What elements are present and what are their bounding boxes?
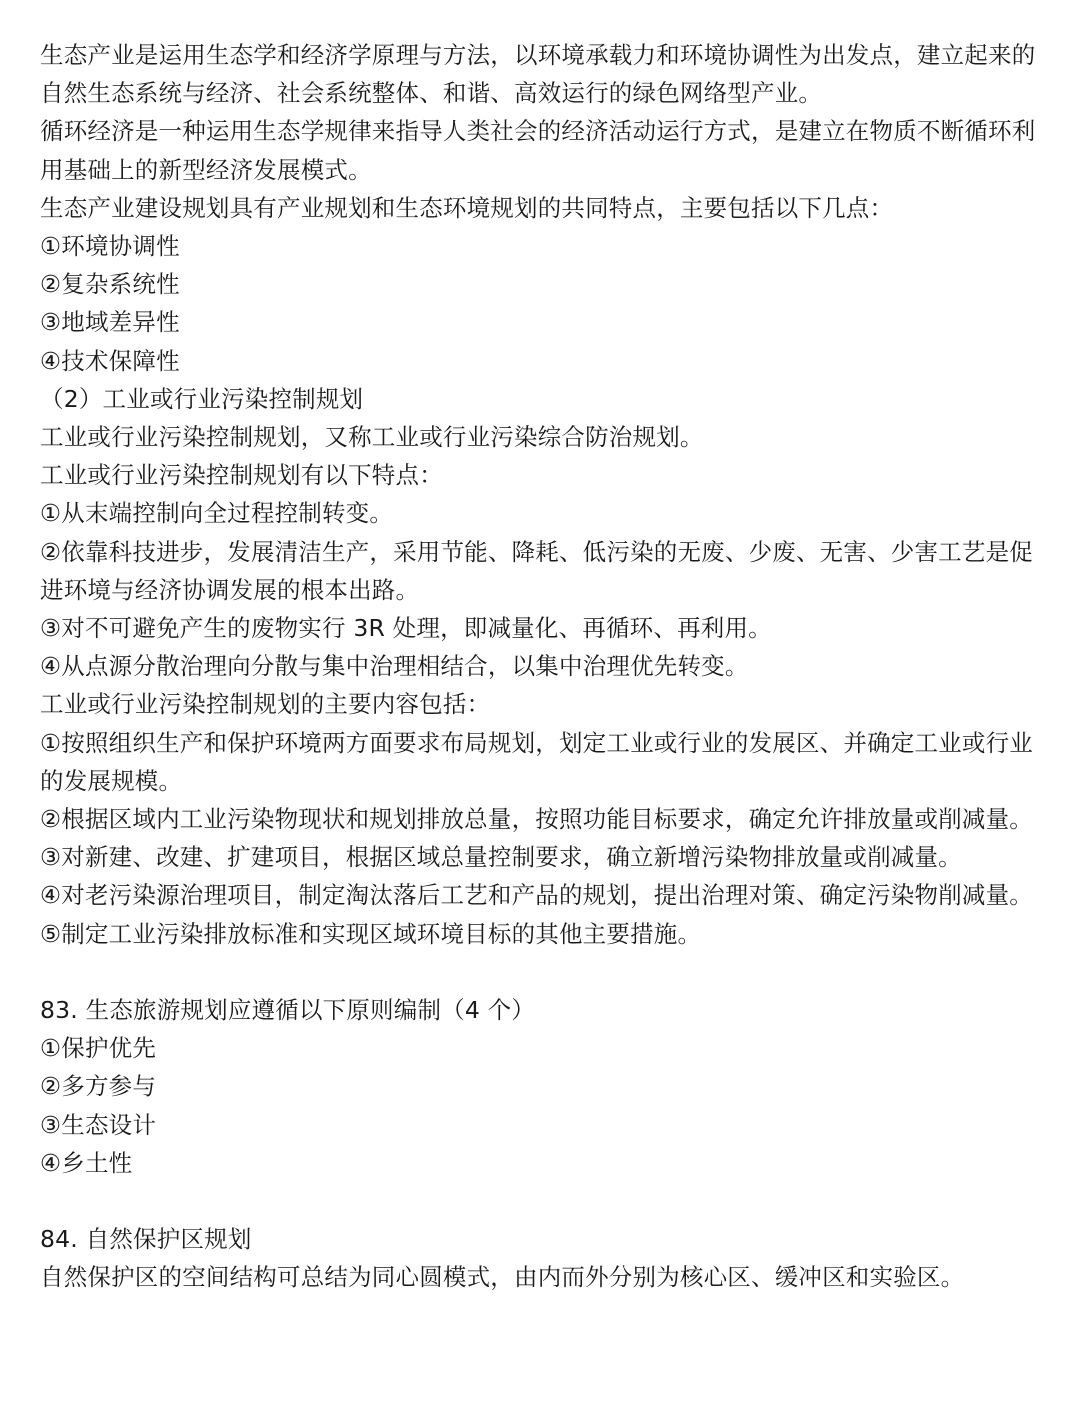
list-item: ③对不可避免产生的废物实行 3R 处理，即减量化、再循环、再利用。 bbox=[40, 614, 772, 643]
section-heading-nature-reserve: 84. 自然保护区规划 bbox=[40, 1225, 252, 1254]
paragraph-industrial-pollution-contents-intro: 工业或行业污染控制规划的主要内容包括： bbox=[40, 690, 491, 719]
paragraph-eco-industry-features-intro: 生态产业建设规划具有产业规划和生态环境规划的共同特点，主要包括以下几点： bbox=[40, 193, 894, 222]
list-item: ③对新建、改建、扩建项目，根据区域总量控制要求，确立新增污染物排放量或削减量。 bbox=[40, 843, 962, 872]
list-item: ①从末端控制向全过程控制转变。 bbox=[40, 499, 394, 528]
list-item: ④技术保障性 bbox=[40, 346, 180, 375]
list-item: ①环境协调性 bbox=[40, 232, 180, 261]
list-item: ④乡土性 bbox=[40, 1148, 133, 1177]
section-heading-ecotourism: 83. 生态旅游规划应遵循以下原则编制（4 个） bbox=[40, 996, 536, 1025]
list-item: ②多方参与 bbox=[40, 1072, 157, 1101]
list-item: ②依靠科技进步，发展清洁生产，采用节能、降耗、低污染的无废、少废、无害、少害工艺是促进环境与经济协调发展的根本出路。 bbox=[40, 537, 1033, 604]
paragraph-circular-economy-definition: 循环经济是一种运用生态学规律来指导人类社会的经济活动运行方式，是建立在物质不断循环利用基础上的新型经济发展模式。 bbox=[40, 117, 1036, 184]
list-item: ②复杂系统性 bbox=[40, 270, 180, 299]
paragraph-industrial-pollution-features-intro: 工业或行业污染控制规划有以下特点： bbox=[40, 461, 443, 490]
paragraph-eco-industry-definition: 生态产业是运用生态学和经济学原理与方法，以环境承载力和环境协调性为出发点，建立起来的自然生态系统与经济、社会系统整体、和谐、高效运行的绿色网络型产业。 bbox=[40, 41, 1036, 108]
list-item: ④对老污染源治理项目，制定淘汰落后工艺和产品的规划，提出治理对策、确定污染物削减量。 bbox=[40, 881, 1033, 910]
list-item: ③生态设计 bbox=[40, 1110, 157, 1139]
list-item: ②根据区域内工业污染物现状和规划排放总量，按照功能目标要求，确定允许排放量或削减量。 bbox=[40, 805, 1033, 834]
section-heading-industrial-pollution: （2）工业或行业污染控制规划 bbox=[40, 384, 364, 413]
list-item: ①按照组织生产和保护环境两方面要求布局规划，划定工业或行业的发展区、并确定工业或行业的发展规模。 bbox=[40, 728, 1033, 795]
paragraph-industrial-pollution-alias: 工业或行业污染控制规划，又称工业或行业污染综合防治规划。 bbox=[40, 423, 704, 452]
blank-line bbox=[40, 953, 1042, 991]
list-item: ④从点源分散治理向分散与集中治理相结合，以集中治理优先转变。 bbox=[40, 652, 749, 681]
paragraph-nature-reserve-structure: 自然保护区的空间结构可总结为同心圆模式，由内而外分别为核心区、缓冲区和实验区。 bbox=[40, 1263, 965, 1292]
list-item: ⑤制定工业污染排放标准和实现区域环境目标的其他主要措施。 bbox=[40, 919, 702, 948]
blank-line bbox=[40, 1182, 1042, 1220]
list-item: ①保护优先 bbox=[40, 1034, 157, 1063]
list-item: ③地域差异性 bbox=[40, 308, 180, 337]
